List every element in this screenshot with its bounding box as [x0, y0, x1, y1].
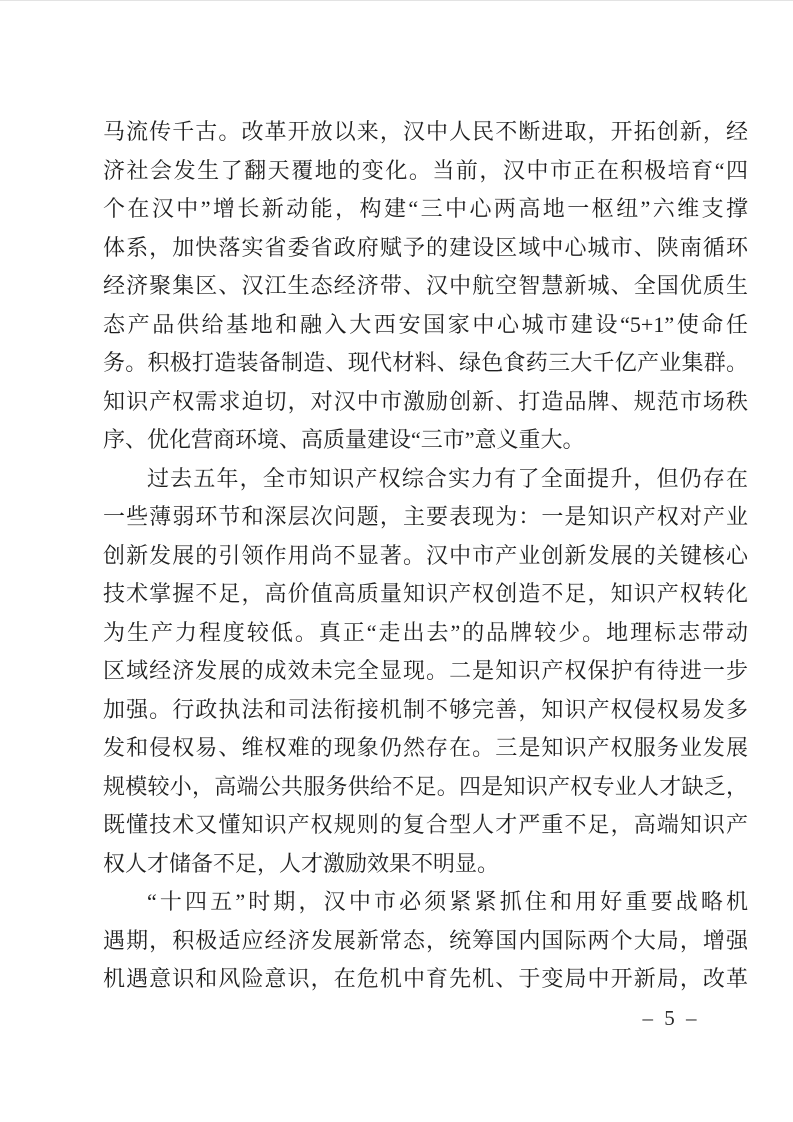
text-line: 遇期，积极适应经济发展新常态，统筹国内国际两个大局，增强: [103, 927, 748, 953]
text-line: 创新发展的引领作用尚不显著。汉中市产业创新发展的关键核心: [103, 542, 748, 568]
paragraph: [103, 883, 748, 999]
text-line: 务。积极打造装备制造、现代材料、绿色食药三大千亿产业集群。: [103, 350, 748, 375]
text-line: 加强。行政执法和司法衔接机制不够完善，知识产权侵权易发多: [103, 696, 748, 722]
text-line: 机遇意识和风险意识，在危机中育先机、于变局中开新局，改革: [103, 966, 748, 991]
text-line: 权人才储备不足，人才激励效果不明显。: [103, 850, 500, 876]
text-line: 为生产力程度较低。真正“走出去”的品牌较少。地理标志带动: [103, 619, 748, 645]
text-line: 个在汉中”增长新动能，构建“三中心两高地一枢纽”六维支撑: [103, 196, 748, 221]
document-body: [103, 113, 748, 999]
text-line: 过去五年，全市知识产权综合实力有了全面提升，但仍存在: [147, 465, 748, 491]
text-line: “十四五”时期，汉中市必须紧紧抓住和用好重要战略机: [147, 889, 748, 914]
text-line: 发和侵权易、维权难的现象仍然存在。三是知识产权服务业发展: [103, 735, 748, 760]
page-number: – 5 –: [642, 1006, 700, 1030]
text-line: 既懂技术又懂知识产权规则的复合型人才严重不足，高端知识产: [103, 812, 748, 837]
text-line: 济社会发生了翻天覆地的变化。当前，汉中市正在积极培育“四: [103, 157, 748, 183]
text-line: 一些薄弱环节和深层次问题，主要表现为：一是知识产权对产业: [103, 504, 748, 529]
text-line: 序、优化营商环境、高质量建设“三市”意义重大。: [103, 427, 585, 452]
text-line: 规模较小，高端公共服务供给不足。四是知识产权专业人才缺乏，: [103, 773, 748, 799]
text-line: 经济聚集区、汉江生态经济带、汉中航空智慧新城、全国优质生: [103, 273, 748, 298]
text-line: 体系，加快落实省委省政府赋予的建设区域中心城市、陕南循环: [103, 234, 748, 260]
paragraph: [103, 113, 748, 460]
text-line: 知识产权需求迫切，对汉中市激励创新、打造品牌、规范市场秩: [103, 388, 748, 414]
text-line: 态产品供给基地和融入大西安国家中心城市建设“5+1”使命任: [103, 311, 748, 337]
text-line: 技术掌握不足，高价值高质量知识产权创造不足，知识产权转化: [103, 581, 748, 606]
text-line: 区域经济发展的成效未完全显现。二是知识产权保护有待进一步: [103, 658, 748, 683]
paragraph: [103, 460, 748, 884]
text-line: 马流传千古。改革开放以来，汉中人民不断进取，开拓创新，经: [103, 119, 748, 144]
